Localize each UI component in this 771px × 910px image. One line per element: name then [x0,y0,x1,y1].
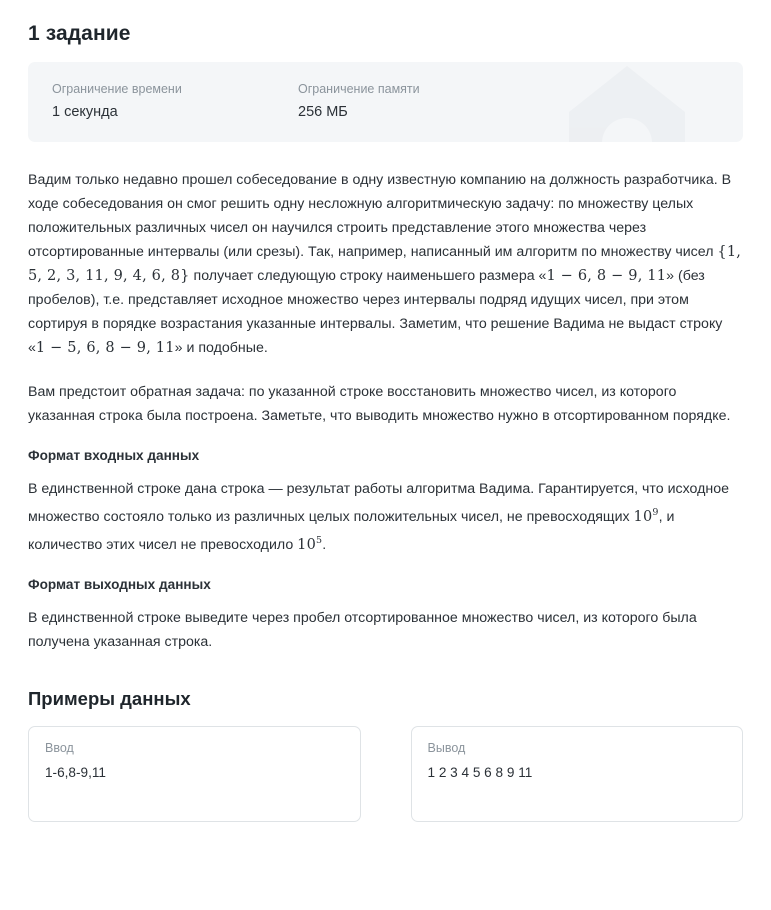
statement-math-set: {1, 5, 2, 3, 11, 9, 4, 6, 8} [28,244,742,284]
statement-text-1c: » (без пробелов), т.е. представляет исходное множество через интервалы подряд идущих чисел, при этом сортируя в порядке возрастания указанные интервалы. Заметим, что решение Вадима не выдаст строку « [28,268,723,356]
page-title: 1 задание [28,22,131,45]
examples-row [28,726,743,822]
examples-title: Примеры данных [28,687,191,709]
output-format-heading: Формат выходных данных [28,576,211,592]
memory-limit-label: Ограничение памяти [298,82,420,96]
example-output-label: Вывод [427,740,466,755]
limits-card [28,62,743,142]
house-icon [567,62,687,142]
statement-text-1b: получает следующую строку наименьшего размера « [189,268,547,284]
example-input-card [28,726,361,822]
input-format-text-b: , и количество этих чисел не превосходило [28,508,675,553]
example-input-value: 1-6,8-9,11 [45,764,106,780]
time-limit-value: 1 секунда [52,104,118,120]
time-limit-block [52,82,298,120]
example-input-label: Ввод [45,740,74,755]
memory-limit-value: 256 МБ [298,104,348,120]
input-format-math-1-exponent: 9 [652,507,659,518]
statement-text-1a: Вадим только недавно прошел собеседование в одну известную компанию на должность разработчика. В ходе собеседования он смог решить одну несложную алгоритмическую задачу: по множеству целых положительных различных чисел он научился строить представление этого множества через отсортированные интервалы (или срезы). Так, например, написанный им алгоритм по множеству чисел [28,172,732,260]
example-output-card [411,726,744,822]
input-format-math-2 [297,534,323,553]
input-format-text-c: . [322,536,327,553]
example-output-value: 1 2 3 4 5 6 8 9 11 [427,764,533,780]
input-format-math-1-base: 10 [633,508,653,525]
memory-limit-block [298,82,420,120]
input-format-text-a: В единственной строке дана строка — результат работы алгоритма Вадима. Гарантируется, что исходное множество состояло только из различных целых положительных чисел, не превосходящих [28,481,729,525]
statement-math-counterexample: 1 − 5, 6, 8 − 9, 11 [35,340,175,356]
output-format-paragraph: В единственной строке выведите через пробел отсортированное множество чисел, из которого была получена указанная строка. [28,609,697,650]
statement-paragraph-1 [28,168,743,360]
input-format-paragraph [28,477,743,557]
statement-math-result: 1 − 6, 8 − 9, 11 [546,268,667,284]
statement-text-1d: » и подобные. [174,340,268,356]
input-format-math-2-base: 10 [297,536,317,553]
time-limit-label: Ограничение времени [52,82,182,96]
input-format-heading: Формат входных данных [28,448,200,463]
input-format-math-1 [634,509,659,525]
statement-paragraph-2: Вам предстоит обратная задача: по указанной строке восстановить множество чисел, из которого указанная строка была построена. Заметьте, что выводить множество нужно в отсортированном порядке. [28,384,731,424]
input-format-math-2-exponent: 5 [316,534,323,546]
